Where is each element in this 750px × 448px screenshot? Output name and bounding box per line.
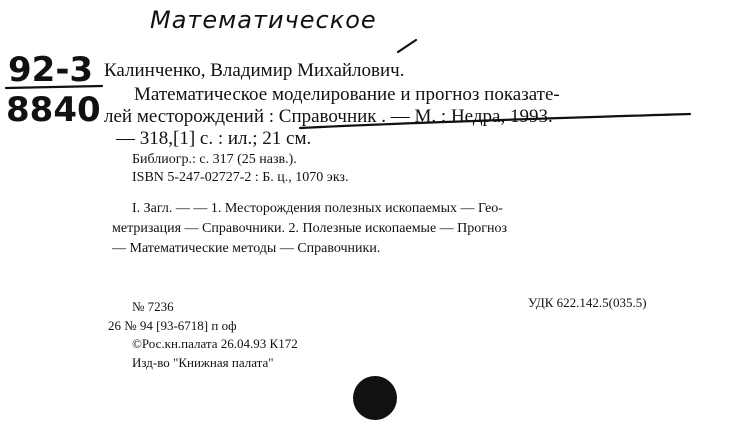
tracing-line-1: I. Загл. — — 1. Месторождения полезных ископаемых — Гео- [132,201,503,216]
call-number-top: 92-3 [8,50,94,90]
isbn-line: ISBN 5-247-02727-2 : Б. ц., 1070 экз. [132,170,349,185]
tracing-line-2: метризация — Справочники. 2. Полезные ископаемые — Прогноз [112,221,508,236]
copyright-line: ©Рос.кн.палата 26.04.93 К172 [132,336,298,351]
call-number-bottom: 8840 [6,90,101,130]
udc-code: УДК 622.142.5(035.5) [528,295,647,310]
publisher-line: Изд-во "Книжная палата" [132,355,274,370]
tracing-line-3: — Математические методы — Справочники. [112,241,381,256]
title-line-1: Математическое моделирование и прогноз показате- [134,84,560,105]
author-heading: Калинченко, Владимир Михайлович. [104,60,405,81]
pages-line: — 318,[1] с. : ил.; 21 см. [116,128,312,149]
ink-blot [353,376,397,420]
handwritten-subject-note: Математическое [150,6,377,34]
card-number: № 7236 [132,299,174,314]
title-line-2: лей месторождений : Справочник . — М. : Недра, 1993. [104,106,553,127]
order-line: 26 № 94 [93-6718] п оф [108,318,237,333]
bibliography-line: Библиогр.: с. 317 (25 назв.). [132,152,297,167]
